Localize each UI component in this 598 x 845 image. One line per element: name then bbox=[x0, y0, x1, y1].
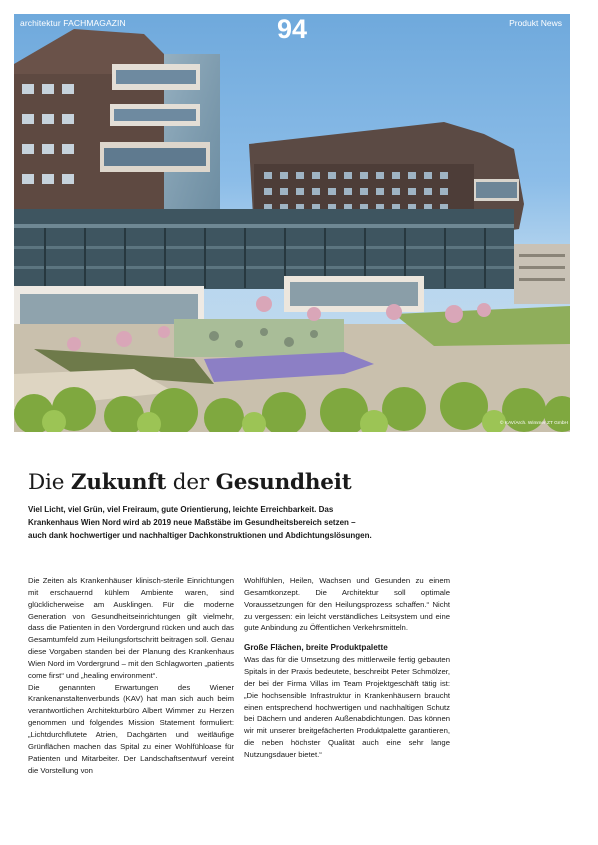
hospital-photo bbox=[14, 14, 570, 432]
body-paragraph: Die genannten Erwartungen des Wiener Krankenanstaltenverbunds (KAV) hat man sich auch beim verantwortlichen Architekturbüro Albert Wimmer zu Herzen genommen und folgendes Mission Statement formuliert: „Lichtdurchflutete Atrien, Dachgärten und weitläufige Grünflächen machen das Spital zu einer Wohlfühloase für Patienten und Mitarbeiter. Der Landschaftsentwurf vereint die Vorstellung von bbox=[28, 682, 234, 775]
article-title bbox=[28, 470, 351, 495]
photo-credit: © KAV/Arch. Wimmer ZT GmbH bbox=[499, 421, 568, 426]
title-part: der bbox=[166, 470, 216, 495]
body-paragraph: Was das für die Umsetzung des mittlerweile fertig gebauten Spitals in der Praxis bedeutete, beschreibt Peter Schmölzer, der bei der Firma Villas im Team Projektgeschäft tätig ist: „Die hochsensible Infrastruktur in Krankenhäusern braucht einen entsprechend hochwertigen und nachhaltigen Schutz bei Dächern und anderen Außenabdichtungen. Das können wir mit unserer breitgefächerten Produktpalette garantieren, die neben höchster Qualität auch eine sehr lange Nutzungsdauer bietet.“ bbox=[244, 655, 450, 759]
section-label: Produkt News bbox=[509, 18, 562, 28]
body-paragraph: Wohlfühlen, Heilen, Wachsen und Gesunden zu einem Gesamtkonzept. Die Architektur soll optimale Voraussetzungen für den Heilungsprozess schaffen.“ Nicht zu vergessen: ein leicht verständliches Leitsystem und eine gute Anbindung zu Öffentlichen Verkehrsmitteln. bbox=[244, 576, 450, 633]
title-part-bold: Zukunft bbox=[70, 470, 167, 495]
body-column-right bbox=[244, 575, 450, 761]
subheading: Große Flächen, breite Produktpalette bbox=[244, 643, 388, 653]
hospital-illustration bbox=[14, 14, 570, 432]
title-part-bold: Gesundheit bbox=[215, 470, 352, 495]
title-part: Die bbox=[28, 470, 71, 495]
body-paragraph: Die Zeiten als Krankenhäuser klinisch-sterile Einrichtungen mit erschauernd kühlem Ambiente waren, sind glücklicherweise am Ausklingen. Für die moderne Generation von Gesundheitseinrichtungen gilt vielmehr, dass die Patienten in den Vordergrund rücken und auch das Gesamtumfeld zum Heilungsfortschritt beitragen soll. Genau diese Vorgaben standen bei der Planung des Krankenhaus Wien Nord im Vordergrund – mit den Schlagworten „patients come first“ und „healing environment“. bbox=[28, 576, 234, 680]
magazine-name: architektur FACHMAGAZIN bbox=[20, 18, 126, 28]
lead-paragraph: Viel Licht, viel Grün, viel Freiraum, gute Orientierung, leichte Erreichbarkeit. Das Krankenhaus Wien Nord wird ab 2019 neue Maßstäbe im Gesundheitsbereich setzen – auch dank hochwertiger und nachhaltiger Dachkonstruktionen und Abdichtungslösungen. bbox=[28, 505, 372, 541]
body-column-left bbox=[28, 575, 234, 776]
page-number: 94 bbox=[276, 14, 308, 44]
